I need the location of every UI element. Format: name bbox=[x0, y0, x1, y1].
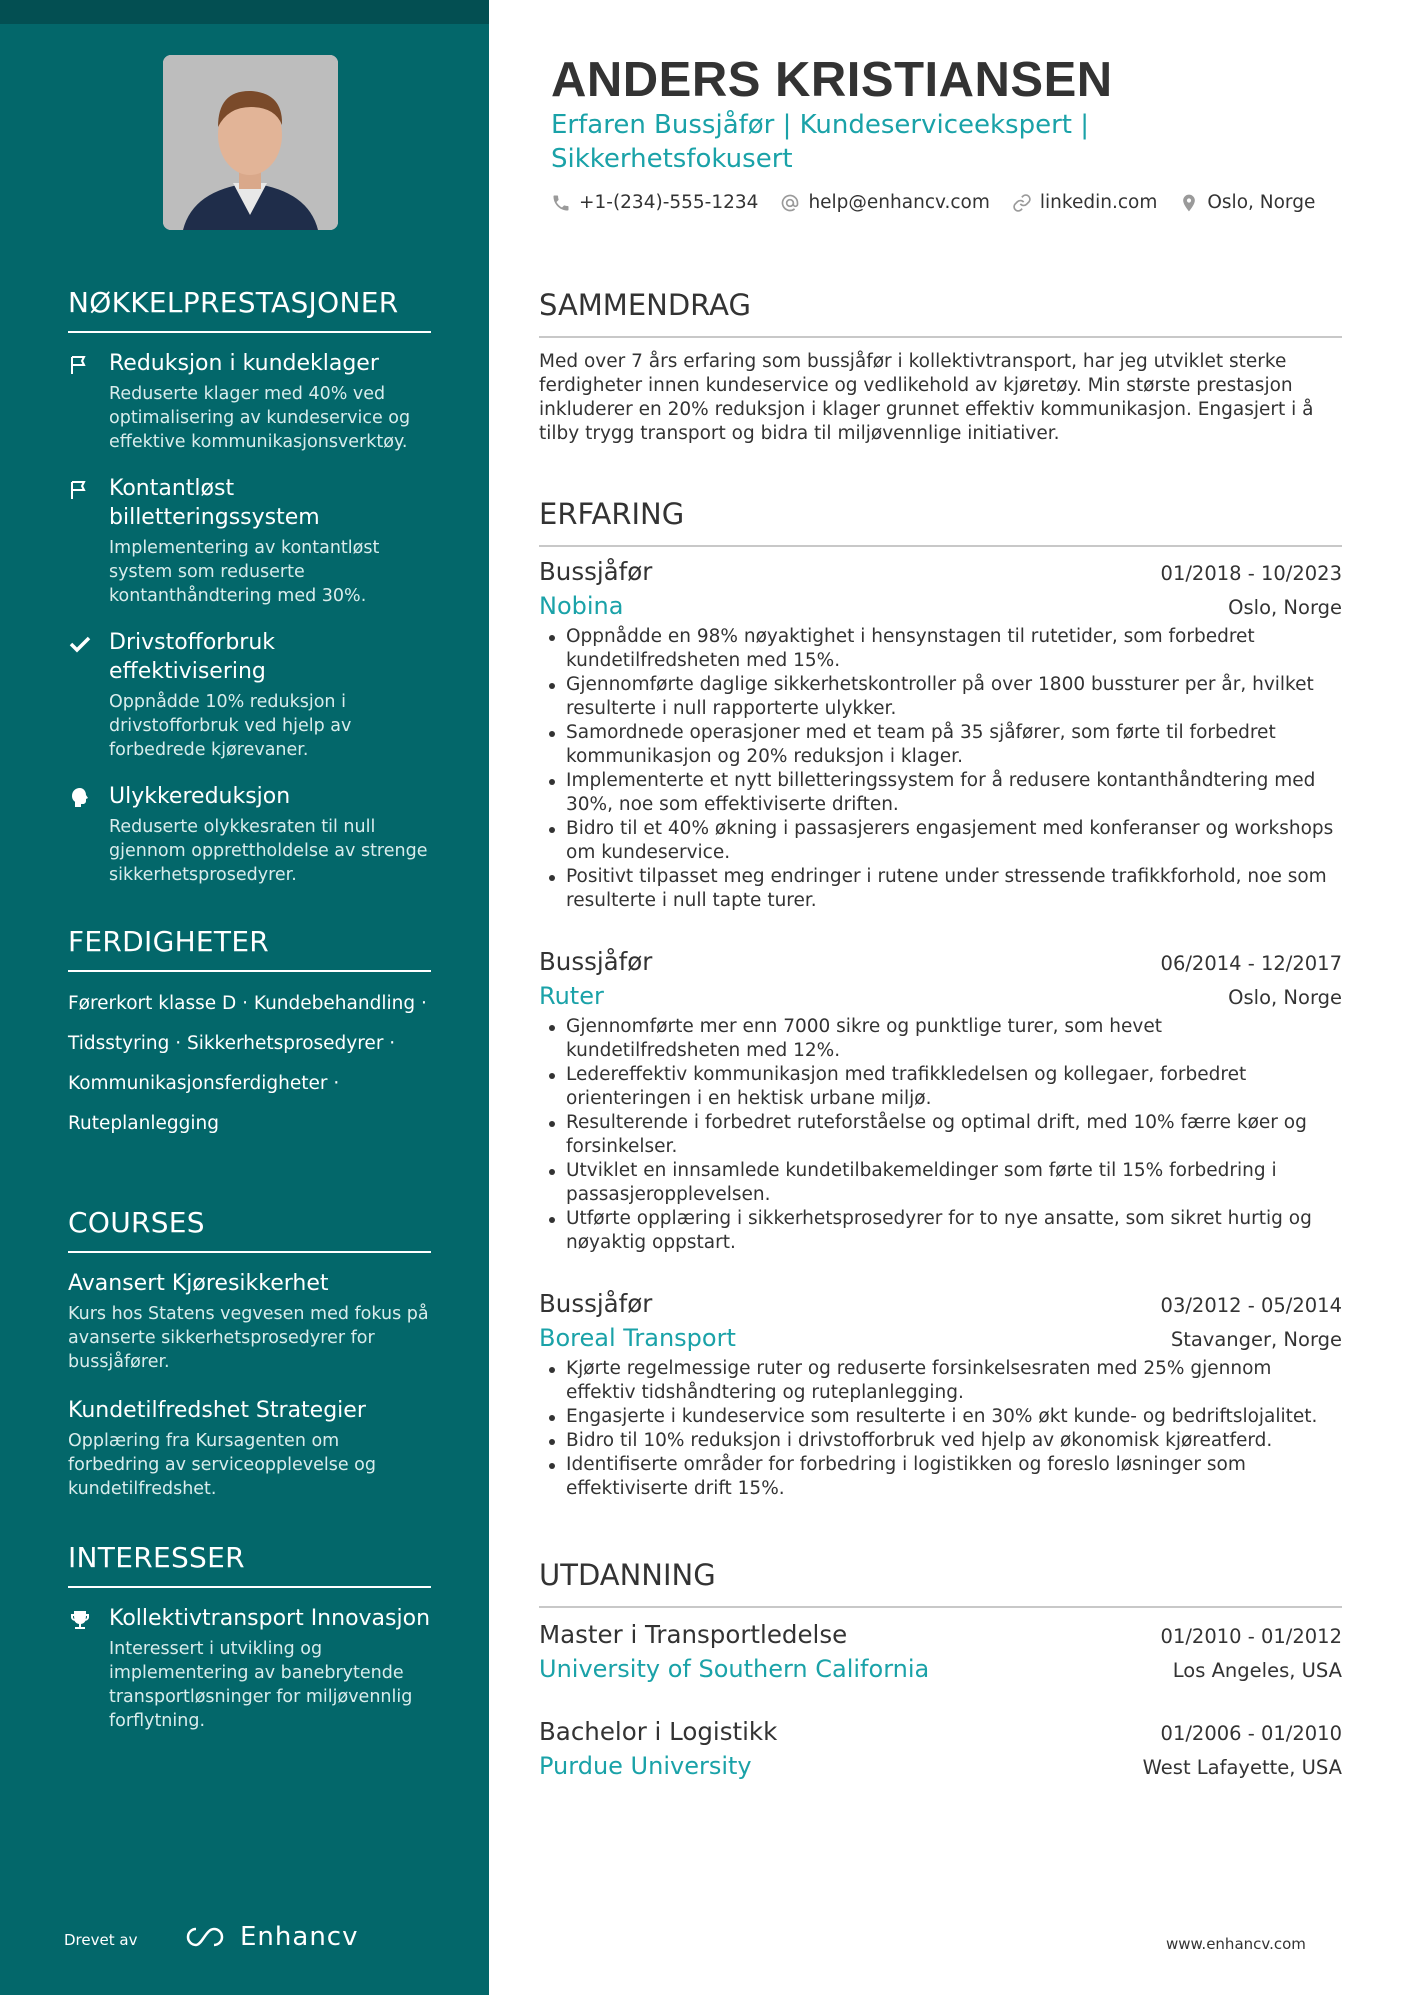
courses-heading: COURSES bbox=[68, 1206, 431, 1253]
enhancv-logo-icon bbox=[184, 1925, 230, 1949]
course-item bbox=[68, 1396, 431, 1501]
job-location: Oslo, Norge bbox=[1228, 596, 1342, 619]
sidebar bbox=[0, 0, 489, 1995]
candidate-headline: Erfaren Bussjåfør | Kundeserviceekspert | Sikkerhetsfokusert bbox=[551, 110, 1090, 174]
job-entry bbox=[539, 947, 1342, 1255]
link-icon bbox=[1012, 193, 1032, 213]
job-bullet: Engasjerte i kundeservice som resulterte i en 30% økt kunde- og bedriftslojalitet. bbox=[539, 1405, 1342, 1429]
achievements-heading: NØKKELPRESTASJONER bbox=[68, 286, 431, 333]
job-bullet: Bidro til 10% reduksjon i drivstofforbruk ved hjelp av økonomisk kjøreatferd. bbox=[539, 1429, 1342, 1453]
skills-heading: FERDIGHETER bbox=[68, 925, 431, 972]
job-bullet: Kjørte regelmessige ruter og reduserte forsinkelsesraten med 25% gjennom effektiv tidshåndtering og ruteplanlegging. bbox=[539, 1357, 1342, 1405]
contact-location bbox=[1179, 192, 1315, 213]
job-bullet: Utviklet en innsamlede kundetilbakemeldinger som førte til 15% forbedring i passasjeropplevelsen. bbox=[539, 1159, 1342, 1207]
job-dates: 03/2012 - 05/2014 bbox=[1160, 1294, 1342, 1317]
contact-email[interactable] bbox=[780, 192, 989, 213]
contact-linkedin-text: linkedin.com bbox=[1039, 192, 1158, 213]
course-title: Avansert Kjøresikkerhet bbox=[68, 1271, 329, 1296]
interest-desc: Interessert i utvikling og implementering av banebrytende transportløsninger for miljøvennlig forflytning. bbox=[109, 1639, 413, 1731]
achievement-title: Drivstofforbruk effektivisering bbox=[109, 630, 276, 684]
location-pin-icon bbox=[1179, 193, 1199, 213]
contact-phone[interactable] bbox=[551, 192, 758, 213]
achievement-desc: Reduserte olykkesraten til null gjennom opprettholdelse av strenge sikkerhetsprosedyrer. bbox=[109, 817, 428, 885]
achievement-title: Ulykkereduksjon bbox=[109, 784, 291, 809]
achievement-desc: Reduserte klager med 40% ved optimalisering av kundeservice og effektive kommunikasjonsverktøy. bbox=[109, 384, 411, 452]
contact-linkedin[interactable] bbox=[1012, 192, 1157, 213]
job-company: Boreal Transport bbox=[539, 1324, 736, 1352]
sidebar-top-band bbox=[0, 0, 489, 24]
job-bullet: Samordnede operasjoner med et team på 35 sjåfører, som førte til forbedret kommunikasjon og 20% reduksjon i klager. bbox=[539, 721, 1342, 769]
experience-heading: ERFARING bbox=[539, 497, 1342, 547]
skills-list bbox=[68, 984, 431, 1144]
trophy-icon bbox=[68, 1608, 92, 1632]
edu-school: Purdue University bbox=[539, 1752, 752, 1780]
summary-text: Med over 7 års erfaring som bussjåfør i kollektivtransport, har jeg utviklet sterke ferdigheter innen kundeservice og vedlikehold av kjøretøy. Min største prestasjon inkluderer en 20% reduksjon i klager grunnet effektiv kommunikasjon. Engasjert i å tilby trygg transport og bidra til miljøvennlige initiativer. bbox=[539, 351, 1314, 444]
achievement-title: Reduksjon i kundeklager bbox=[109, 351, 379, 376]
achievement-item bbox=[68, 782, 431, 887]
check-icon bbox=[68, 632, 92, 656]
edu-location: Los Angeles, USA bbox=[1172, 1659, 1342, 1682]
job-title: Bussjåfør bbox=[539, 947, 653, 976]
achievement-desc: Implementering av kontantløst system som reduserte kontanthåndtering med 30%. bbox=[109, 538, 380, 606]
job-dates: 06/2014 - 12/2017 bbox=[1160, 952, 1342, 975]
education-heading: UTDANNING bbox=[539, 1558, 1342, 1608]
sidebar-content bbox=[68, 286, 431, 1753]
job-bullet: Positivt tilpasset meg endringer i rutene under stressende trafikkforhold, noe som resulterte i null tapte turer. bbox=[539, 865, 1342, 913]
job-bullet: Utførte opplæring i sikkerhetsprosedyrer for to nye ansatte, som sikret hurtig og nøyaktig oppstart. bbox=[539, 1207, 1342, 1255]
job-entry bbox=[539, 1289, 1342, 1501]
powered-by-label: Drevet av bbox=[64, 1931, 138, 1949]
edu-location: West Lafayette, USA bbox=[1142, 1756, 1342, 1779]
candidate-name: ANDERS KRISTIANSEN bbox=[551, 53, 1113, 107]
job-title: Bussjåfør bbox=[539, 1289, 653, 1318]
course-title: Kundetilfredshet Strategier bbox=[68, 1398, 366, 1423]
job-bullet: Ledereffektiv kommunikasjon med trafikkledelsen og kollegaer, forbedret orienteringen i en hektisk urbane miljø. bbox=[539, 1063, 1342, 1111]
job-bullet: Gjennomførte mer enn 7000 sikre og punktlige turer, som hevet kundetilfredsheten med 12%. bbox=[539, 1015, 1342, 1063]
job-bullets bbox=[539, 625, 1342, 913]
brain-icon bbox=[68, 786, 92, 810]
education-entry bbox=[539, 1717, 1342, 1780]
job-bullets bbox=[539, 1015, 1342, 1255]
edu-school: University of Southern California bbox=[539, 1655, 930, 1683]
phone-icon bbox=[551, 193, 571, 213]
course-desc: Kurs hos Statens vegvesen med fokus på avanserte sikkerhetsprosedyrer for bussjåfører. bbox=[68, 1304, 429, 1372]
enhancv-logo-text: Enhancv bbox=[240, 1922, 359, 1952]
job-dates: 01/2018 - 10/2023 bbox=[1160, 562, 1342, 585]
job-location: Stavanger, Norge bbox=[1170, 1328, 1342, 1351]
enhancv-logo[interactable] bbox=[184, 1922, 358, 1952]
job-bullet: Bidro til et 40% økning i passasjerers engasjement med konferanser og workshops om kundeservice. bbox=[539, 817, 1342, 865]
skills-row: Ruteplanlegging bbox=[68, 1113, 219, 1134]
job-bullets bbox=[539, 1357, 1342, 1501]
interest-item bbox=[68, 1604, 431, 1733]
contact-location-text: Oslo, Norge bbox=[1207, 192, 1316, 213]
flag-icon bbox=[68, 353, 92, 377]
edu-dates: 01/2010 - 01/2012 bbox=[1160, 1625, 1342, 1648]
education-entry bbox=[539, 1620, 1342, 1683]
course-desc: Opplæring fra Kursagenten om forbedring av serviceopplevelse og kundetilfredshet. bbox=[68, 1431, 376, 1499]
contact-bar bbox=[551, 192, 1315, 213]
contact-email-text: help@enhancv.com bbox=[808, 192, 990, 213]
job-location: Oslo, Norge bbox=[1228, 986, 1342, 1009]
job-bullet: Gjennomførte daglige sikkerhetskontroller på over 1800 bussturer per år, hvilket resulterte i null rapporterte ulykker. bbox=[539, 673, 1342, 721]
job-bullet: Resulterende i forbedret ruteforståelse og optimal drift, med 10% færre køer og forsinkelser. bbox=[539, 1111, 1342, 1159]
job-company: Nobina bbox=[539, 592, 624, 620]
edu-degree: Master i Transportledelse bbox=[539, 1620, 848, 1649]
flag-icon bbox=[68, 478, 92, 502]
job-entry bbox=[539, 557, 1342, 913]
job-bullet: Implementerte et nytt billetteringssystem for å redusere kontanthåndtering med 30%, noe som effektiviserte driften. bbox=[539, 769, 1342, 817]
interest-title: Kollektivtransport Innovasjon bbox=[109, 1606, 431, 1631]
edu-degree: Bachelor i Logistikk bbox=[539, 1717, 778, 1746]
summary-heading: SAMMENDRAG bbox=[539, 288, 1342, 338]
job-bullet: Oppnådde en 98% nøyaktighet i hensynstagen til rutetider, som forbedret kundetilfredsheten med 15%. bbox=[539, 625, 1342, 673]
skills-row: Tidsstyring · Sikkerhetsprosedyrer · bbox=[68, 1033, 396, 1054]
job-title: Bussjåfør bbox=[539, 557, 653, 586]
interests-heading: INTERESSER bbox=[68, 1541, 431, 1588]
achievement-item bbox=[68, 628, 431, 762]
achievement-item bbox=[68, 474, 431, 608]
job-bullet: Identifiserte områder for forbedring i logistikken og foreslo løsninger som effektiviserte drift 15%. bbox=[539, 1453, 1342, 1501]
edu-dates: 01/2006 - 01/2010 bbox=[1160, 1722, 1342, 1745]
achievement-desc: Oppnådde 10% reduksjon i drivstofforbruk ved hjelp av forbedrede kjørevaner. bbox=[109, 692, 352, 760]
achievement-item bbox=[68, 349, 431, 454]
job-company: Ruter bbox=[539, 982, 604, 1010]
profile-photo bbox=[163, 55, 338, 230]
at-icon bbox=[780, 193, 800, 213]
footer-website[interactable]: www.enhancv.com bbox=[1166, 1935, 1306, 1953]
skills-row: Førerkort klasse D · Kundebehandling · bbox=[68, 993, 427, 1014]
course-item bbox=[68, 1269, 431, 1374]
skills-row: Kommunikasjonsferdigheter · bbox=[68, 1073, 340, 1094]
contact-phone-text: +1-(234)-555-1234 bbox=[579, 192, 759, 213]
achievement-title: Kontantløst billetteringssystem bbox=[109, 476, 320, 530]
